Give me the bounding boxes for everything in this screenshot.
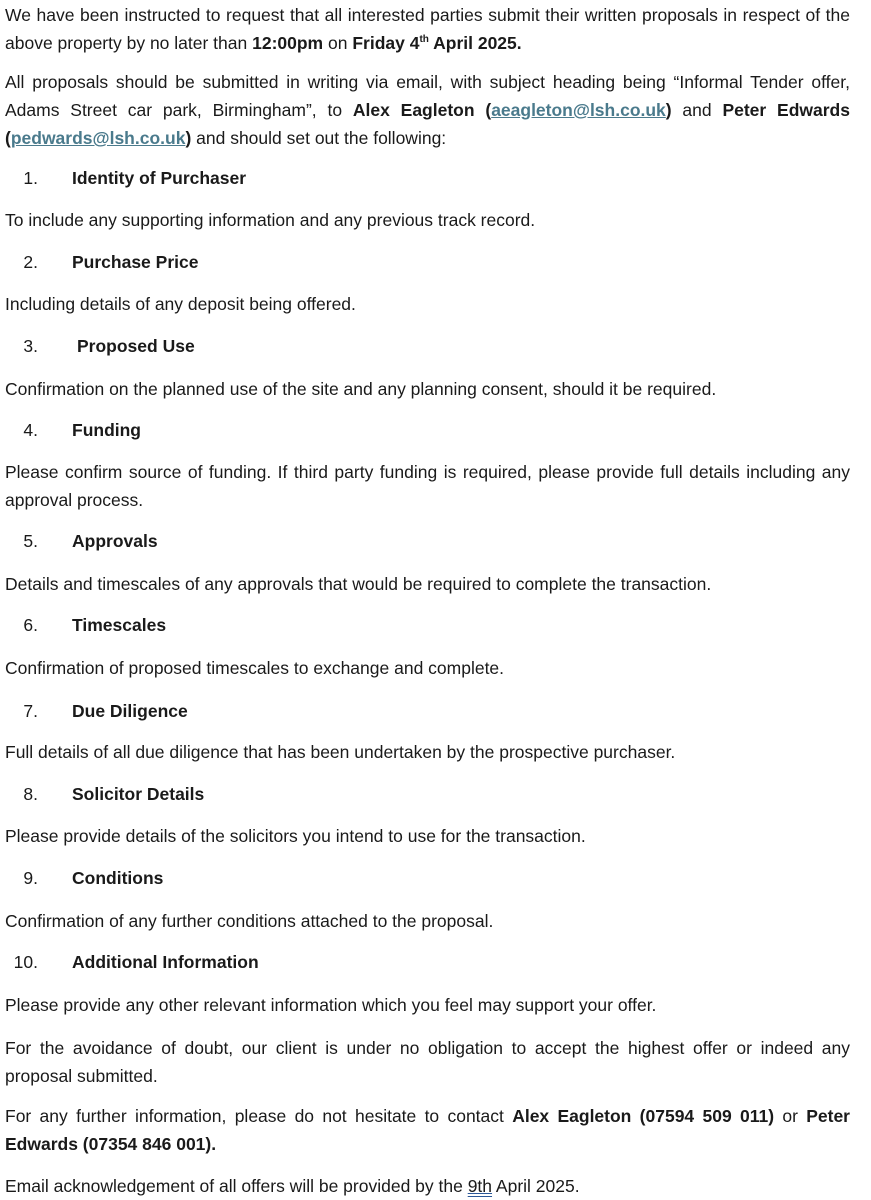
intro-text: We have been instructed to request that all interested parties submit their written proposals in respect of the above property by no later than (5, 5, 850, 53)
submission-paragraph (5, 68, 850, 152)
list-item-description: Please confirm source of funding. If third party funding is required, please provide full details including any approval process. (5, 462, 850, 510)
list-title: Due Diligence (72, 701, 188, 721)
list-title: Identity of Purchaser (72, 168, 247, 188)
deadline-date (352, 33, 521, 53)
email-link-aeagleton[interactable]: aeagleton@lsh.co.uk (491, 100, 666, 120)
list-item-description: Details and timescales of any approvals that would be required to complete the transaction. (5, 574, 712, 594)
contact-phone-1: Alex Eagleton (07594 509 011) (512, 1106, 775, 1126)
contact-paragraph (5, 1102, 850, 1158)
list-title: Approvals (72, 531, 158, 551)
list-item-description: Confirmation of any further conditions attached to the proposal. (5, 911, 494, 931)
list-item-description: Including details of any deposit being offered. (5, 294, 356, 314)
paren-close: ) (185, 128, 192, 148)
list-item-description: Please provide details of the solicitors you intend to use for the transaction. (5, 826, 586, 846)
paren-open: ( (474, 100, 492, 120)
ack-day: 9th (467, 1176, 493, 1196)
list-item-description: Confirmation on the planned use of the site and any planning consent, should it be required. (5, 379, 717, 399)
list-title: Timescales (72, 615, 167, 635)
email-link-pedwards[interactable]: pedwards@lsh.co.uk (10, 128, 186, 148)
deadline-day-suffix: th (419, 34, 429, 46)
list-title: Purchase Price (72, 252, 199, 272)
submission-text: All proposals should be submitted in writing via email, with subject heading being “Informal Tender offer, Adams Street car park, Birmingham”, to (5, 72, 850, 120)
paren-close: ) (665, 100, 672, 120)
list-number: 1. (23, 168, 38, 188)
list-item-description: Full details of all due diligence that has been undertaken by the prospective purchaser. (5, 742, 676, 762)
contact-name-1 (353, 100, 672, 120)
deadline-month-year: April 2025. (428, 33, 522, 53)
list-title: Solicitor Details (72, 784, 205, 804)
acknowledgement-paragraph (5, 1172, 850, 1200)
paren-open: ( (5, 128, 11, 148)
list-number: 6. (23, 615, 38, 635)
list-number: 8. (23, 784, 38, 804)
list-number: 10. (13, 952, 38, 972)
ack-month-year: April 2025. (492, 1176, 580, 1196)
list-number: 7. (23, 701, 38, 721)
list-title: Conditions (72, 868, 164, 888)
doubt-paragraph: For the avoidance of doubt, our client is under no obligation to accept the highest offer or indeed any proposal submitted. (5, 1038, 850, 1086)
deadline-day: Friday 4 (352, 33, 420, 53)
ack-text: Email acknowledgement of all offers will be provided by the (5, 1176, 468, 1196)
list-number: 9. (23, 868, 38, 888)
list-title: Funding (72, 420, 142, 440)
deadline-time: 12:00pm (252, 33, 324, 53)
and-text: and (671, 100, 723, 120)
or-text: or (774, 1106, 807, 1126)
contact-name-1-text: Alex Eagleton (352, 100, 475, 120)
list-title: Additional Information (72, 952, 259, 972)
contact-text: For any further information, please do not hesitate to contact (5, 1106, 513, 1126)
intro-paragraph (5, 1, 850, 57)
list-title: Proposed Use (77, 336, 195, 356)
contact-name-2-text: Peter Edwards (722, 100, 850, 120)
intro-on: on (323, 33, 353, 53)
list-number: 5. (23, 531, 38, 551)
list-item-description: Confirmation of proposed timescales to exchange and complete. (5, 658, 505, 678)
list-number: 4. (23, 420, 38, 440)
contact-phone-2: Peter Edwards (07354 846 001). (5, 1106, 850, 1154)
list-number: 3. (23, 336, 38, 356)
list-item-description: Please provide any other relevant information which you feel may support your offer. (5, 995, 657, 1015)
submission-text-end: and should set out the following: (191, 128, 447, 148)
list-number: 2. (23, 252, 38, 272)
list-item-description: To include any supporting information and any previous track record. (5, 210, 536, 230)
